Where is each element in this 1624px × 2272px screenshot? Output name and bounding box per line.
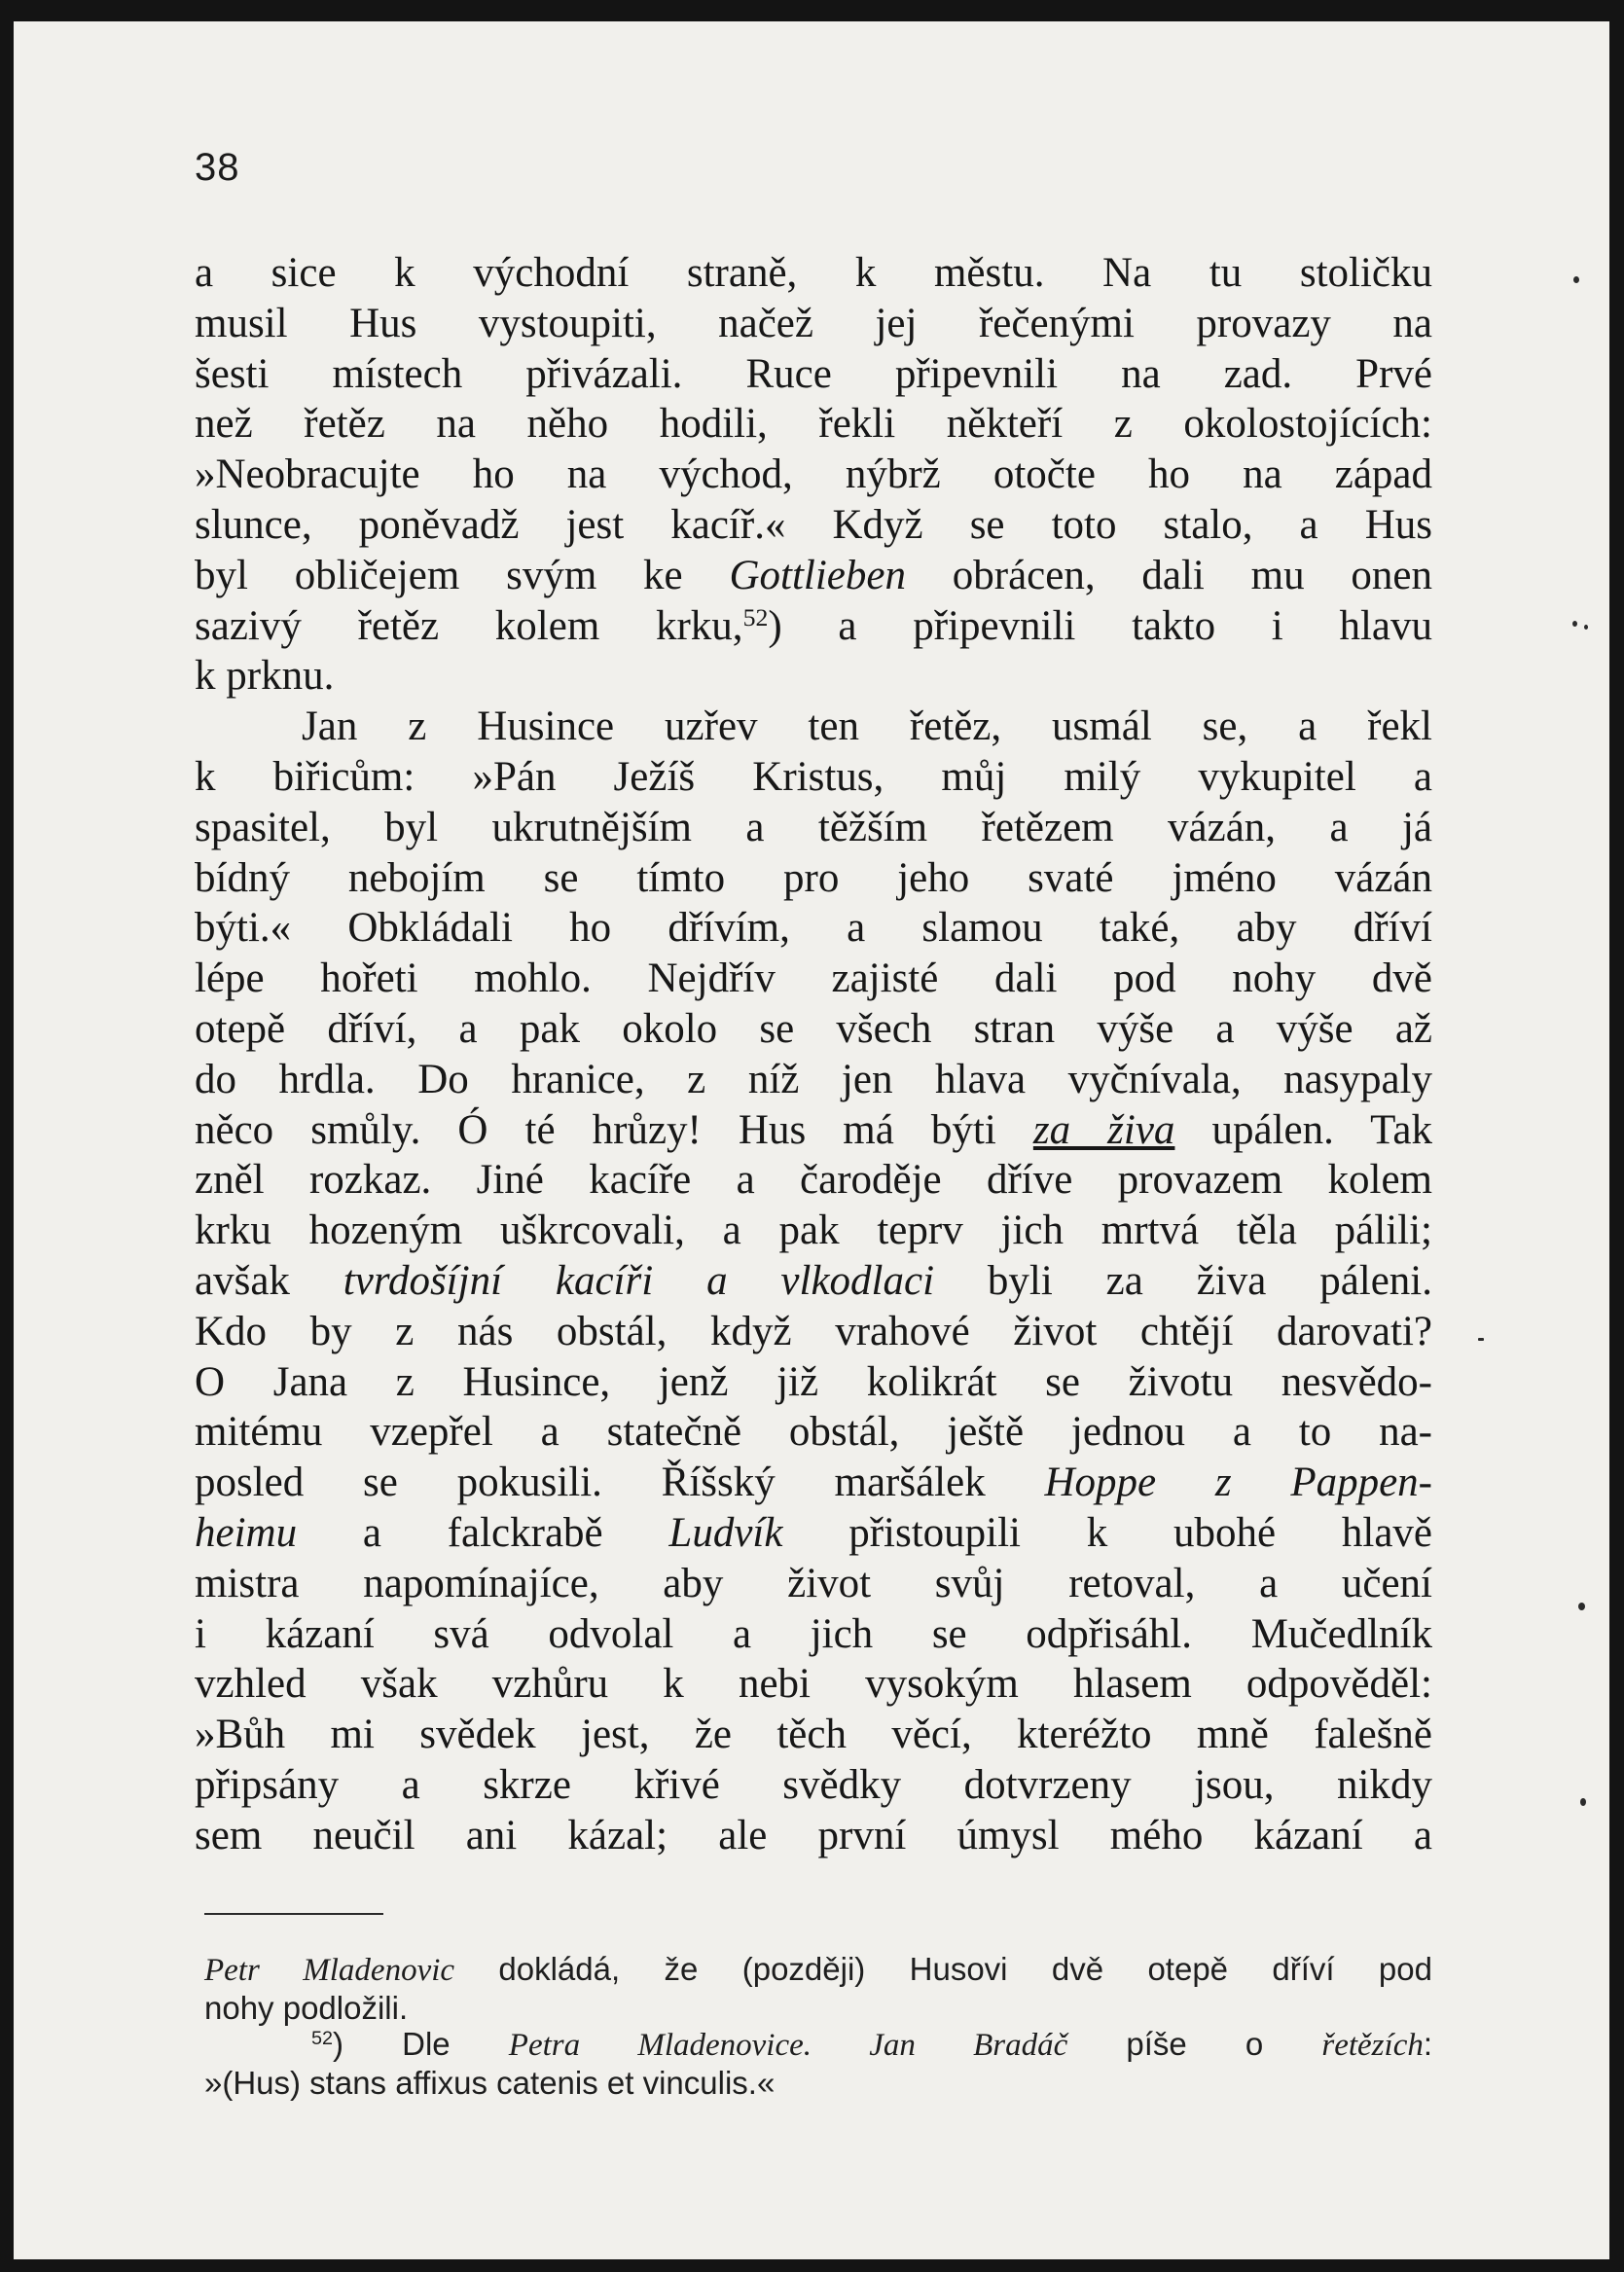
- body-line: [195, 853, 1432, 904]
- text-run: a sice k východní straně, k městu. Na tu stoličku: [195, 250, 1432, 296]
- italic-text: Petra Mladenovice. Jan Bradáč: [508, 2028, 1068, 2064]
- body-line: [195, 299, 1432, 349]
- text-run: mistra napomínajíce, aby život svůj retoval, a učení: [195, 1560, 1432, 1606]
- body-line: [195, 1508, 1432, 1559]
- italic-text: za živa: [1032, 1106, 1175, 1153]
- ink-speck: [1584, 625, 1588, 630]
- italic-text: heimu: [195, 1509, 298, 1556]
- text-run: Jan z Husince uzřev ten řetěz, usmál se, a řekl: [302, 703, 1432, 750]
- body-line: [195, 399, 1432, 450]
- text-run: »Bůh mi svědek jest, že těch věcí, kteréžto mně falešně: [195, 1712, 1432, 1758]
- body-line: [195, 601, 1432, 652]
- text-run: obrácen, dali mu onen: [905, 552, 1432, 598]
- text-run: otepě dříví, a pak okolo se všech stran výše a výše až: [195, 1005, 1432, 1052]
- text-run: lépe hořeti mohlo. Nejdřív zajisté dali pod nohy dvě: [195, 956, 1432, 1002]
- footnote-line: [204, 1990, 1432, 2027]
- body-line: [195, 803, 1432, 853]
- text-run: »(Hus) stans affixus catenis et vinculis.«: [204, 2064, 776, 2101]
- italic-text: Hoppe z Pappen-: [1044, 1460, 1432, 1506]
- footnote-52: [204, 2026, 1432, 2065]
- body-line: [195, 349, 1432, 400]
- text-run: přistoupili k ubohé hlavě: [782, 1509, 1432, 1556]
- text-run: :: [1423, 2026, 1433, 2063]
- text-run: vzhled však vzhůru k nebi vysokým hlasem odpověděl:: [195, 1661, 1432, 1708]
- footnote-separator: [204, 1913, 383, 1915]
- body-line: [195, 500, 1432, 551]
- body-line: [195, 1811, 1432, 1861]
- text-run: Kdo by z nás obstál, když vrahové život chtějí darovati?: [195, 1308, 1432, 1354]
- text-run: O Jana z Husince, jenž již kolikrát se životu nesvědo-: [195, 1358, 1432, 1405]
- footnote-ref-mark: 52: [311, 2028, 334, 2050]
- body-line: [195, 651, 1432, 702]
- italic-text: Ludvík: [668, 1509, 783, 1556]
- italic-text: tvrdošíjní kacíři a vlkodlaci: [343, 1257, 935, 1304]
- footnote-ref-mark: 52: [742, 602, 769, 631]
- ink-speck: [1572, 621, 1577, 627]
- text-run: avšak: [195, 1257, 343, 1304]
- page-number: 38: [195, 146, 240, 189]
- text-run: musil Hus vystoupiti, načež jej řečenými provazy na: [195, 300, 1432, 346]
- text-run: připsány a skrze křivé svědky dotvrzeny jsou, nikdy: [195, 1761, 1432, 1808]
- paragraph-start-line: [195, 702, 1432, 752]
- body-line: [195, 1357, 1432, 1408]
- text-run: posled se pokusili. Říšský maršálek: [195, 1460, 1045, 1506]
- text-run: a falckrabě: [297, 1509, 669, 1556]
- footnote-line: [204, 2065, 1432, 2102]
- body-line: [195, 248, 1432, 299]
- text-run: sazivý řetěz kolem krku,: [195, 602, 743, 649]
- ink-speck: [1578, 1603, 1585, 1610]
- body-line: [195, 903, 1432, 954]
- text-run: slunce, poněvadž jest kacíř.« Když se toto stalo, a Hus: [195, 501, 1432, 548]
- text-run: k biřicům: »Pán Ježíš Kristus, můj milý vykupitel a: [195, 753, 1432, 800]
- italic-text: Petr Mladenovic: [204, 1953, 455, 1988]
- body-line: [195, 1307, 1432, 1357]
- body-line: [195, 752, 1432, 803]
- text-run: ) Dle: [333, 2026, 509, 2063]
- body-line: [195, 1760, 1432, 1811]
- text-run: upálen. Tak: [1174, 1106, 1433, 1153]
- body-line: [195, 1407, 1432, 1458]
- ink-speck: [1573, 276, 1579, 283]
- text-run: i kázaní svá odvolal a jich se odpřisáhl. Mučedlník: [195, 1610, 1432, 1657]
- body-line: [195, 1659, 1432, 1710]
- body-line: [195, 1609, 1432, 1660]
- body-line: [195, 1458, 1432, 1508]
- body-line: [195, 954, 1432, 1004]
- text-run: zněl rozkaz. Jiné kacíře a čaroděje dříve provazem kolem: [195, 1157, 1432, 1204]
- text-run: nohy podložili.: [204, 1989, 409, 2026]
- text-run: krku hozeným uškrcovali, a pak teprv jich mrtvá těla pálili;: [195, 1208, 1432, 1254]
- text-run: než řetěz na něho hodili, řekli někteří z okolostojících:: [195, 401, 1432, 448]
- body-line: [195, 1710, 1432, 1760]
- text-run: byli za živa páleni.: [934, 1257, 1433, 1304]
- italic-text: řetězích: [1321, 2028, 1424, 2064]
- body-line: [195, 1105, 1432, 1156]
- body-line: [195, 1559, 1432, 1609]
- body-line: [195, 1256, 1432, 1307]
- body-line: [195, 1206, 1432, 1256]
- text-run: píše o: [1067, 2026, 1322, 2063]
- text-run: bídný nebojím se tímto pro jeho svaté jméno vázán: [195, 854, 1432, 901]
- body-text: [195, 248, 1432, 1861]
- body-line: [195, 1155, 1432, 1206]
- text-run: býti.« Obkládali ho dřívím, a slamou také, aby dříví: [195, 905, 1432, 952]
- text-run: sem neučil ani kázal; ale první úmysl mého kázaní a: [195, 1812, 1432, 1858]
- text-run: spasitel, byl ukrutnějším a těžším řetězem vázán, a já: [195, 804, 1432, 850]
- body-line: [195, 551, 1432, 601]
- body-line: [195, 450, 1432, 500]
- ink-speck: [1580, 1798, 1586, 1806]
- text-run: mitému vzepřel a statečně obstál, ještě jednou a to na-: [195, 1409, 1432, 1456]
- text-run: něco smůly. Ó té hrůzy! Hus má býti: [195, 1106, 1033, 1153]
- ink-speck: [1478, 1338, 1484, 1341]
- body-line: [195, 1004, 1432, 1055]
- text-run: do hrdla. Do hranice, z níž jen hlava vyčnívala, nasypaly: [195, 1056, 1432, 1102]
- footnotes: [204, 1951, 1432, 2101]
- footnote-line: [204, 1951, 1432, 1990]
- text-run: »Neobracujte ho na východ, nýbrž otočte ho na západ: [195, 451, 1432, 498]
- text-run: šesti místech přivázali. Ruce připevnili na zad. Prvé: [195, 350, 1432, 397]
- body-line: [195, 1055, 1432, 1105]
- text-run: ) a připevnili takto i hlavu: [768, 602, 1432, 649]
- text-run: dokládá, že (později) Husovi dvě otepě dříví pod: [454, 1951, 1432, 1987]
- text-run: k prknu.: [195, 653, 335, 700]
- italic-text: Gottlieben: [729, 552, 906, 598]
- text-run: byl obličejem svým ke: [195, 552, 730, 598]
